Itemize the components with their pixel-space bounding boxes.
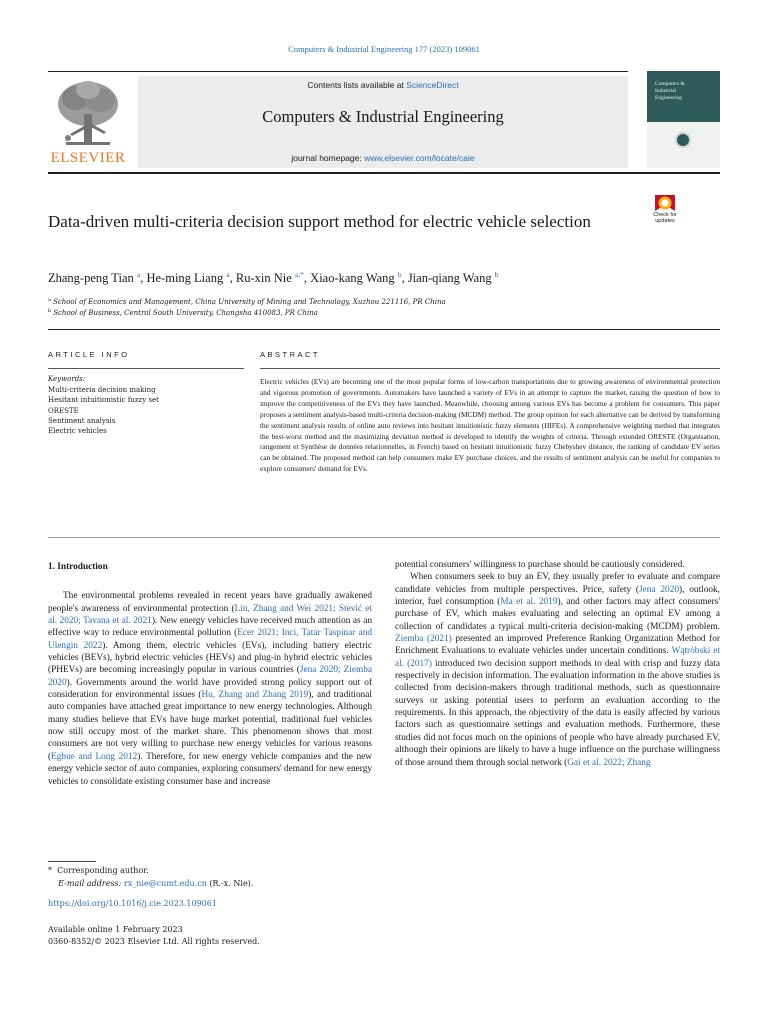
copyright-notice: 0360-8352/© 2023 Elsevier Ltd. All rights reserved. [48,937,260,946]
affiliation-text: School of Business, Central South University, Changsha 410083, PR China [53,309,318,317]
cover-title-line: Industrial [655,88,677,95]
affiliation-mark: b [48,308,52,314]
available-online-date: Available online 1 February 2023 [48,925,183,934]
author-list: Zhang-peng Tian $^a$, He-ming Liang $^a$, Ru-xin Nie $^{a,*}$, Xiao-kang Wang $^b$, Jian-qiang Wang $^b$ [48,270,499,285]
keyword-item: ORESTE [48,406,79,415]
body-text: ). New energy vehicles have received much attention as an effective way to reduce environmental pollution ( [48,616,372,639]
keyword-item: Sentiment analysis [48,416,116,425]
citation-link[interactable]: Jena 2020 [639,584,680,595]
homepage-link[interactable]: www.elsevier.com/locate/caie [364,153,475,163]
body-text: introduced two decision support methods to deal with crisp and fuzzy data respectively in decision information. The evaluation information in the above studies is collected from decision-makers through traditional methods, such as questionnaire surveys or asking potential users to perform an evaluation according to the requirements. In this approach, the objectivity of the data is easily affected by various factors such as questionnaire settings and evaluation methods. Furthermore, these studies did not focus much on the opinions of people who have already purchased EV, although their opinions are likely to have a huge influence on the purchase willingness of those around them through social network ( [395,658,720,768]
keyword-item: Electric vehicles [48,427,107,436]
journal-cover-thumbnail[interactable] [647,71,720,168]
contents-prefix: Contents lists available at [307,80,407,90]
body-paragraph: potential consumers' willingness to purchase should be cautiously considered. [395,560,685,570]
author-affiliation-mark[interactable]: a [136,270,141,279]
body-text: ). Among them, electric vehicles (EVs), including battery electric vehicles (BEVs), hybrid electric vehicles (HEVs) and plug-in hybrid electric vehicles (PHEVs) are becoming increasingly popular in various countries ( [48,640,373,676]
keyword-item: Hesitant intuitionistic fuzzy set [48,396,159,405]
journal-title: Computers & Industrial Engineering [262,107,504,126]
journal-reference-link[interactable]: Computers & Industrial Engineering 177 (2023) 109061 [288,44,480,54]
keywords-list [48,385,244,436]
check-for-updates-label: Check for updates [653,212,677,225]
cover-image-area [647,122,720,168]
body-text: presented an improved Preference Ranking Organization Method for Enrichment Evaluations to evaluate vehicles under uncertain conditions. [395,634,720,657]
body-text: ), outlook, interior, fuel consumption ( [395,584,721,608]
masthead-top-rule [48,71,628,72]
article-info-heading: ARTICLE INFO [48,350,130,359]
author-name[interactable]: Jian-qiang Wang [407,271,492,285]
body-text: When consumers seek to buy an EV, they usually prefer to evaluate and compare candidate vehicles from multiple perspectives. Price, safety ( [395,572,720,595]
masthead-bottom-rule [48,172,720,174]
cover-title [655,81,715,102]
keyword-item: Multi-criteria decision making [48,386,156,394]
elsevier-wordmark: ELSEVIER [50,150,126,166]
cover-title-line: Computers & [655,81,685,87]
body-left-column [48,561,372,788]
abstract-heading: ABSTRACT [260,350,321,359]
email-link[interactable]: rx_nie@cumt.edu.cn [123,879,207,888]
affiliation-b [48,308,318,317]
section-heading-introduction: 1. Introduction [48,562,108,572]
article-info-rule [48,368,244,369]
citation-link[interactable]: Lin, Zhang and Wei 2021; Stević et al. 2020; Tavana et al. 2021 [48,603,372,627]
body-right-column [395,559,720,769]
affiliation-text: School of Economics and Management, China University of Mining and Technology, Xuzhou 221116, PR China [52,298,446,306]
body-text: ). Governments around the world have provided strong policy support out of consideration for environmental issues ( [48,677,372,701]
corresponding-author-footnote [48,866,149,875]
citation-link[interactable]: Ziemba (2021) [395,634,452,645]
doi-link[interactable]: https://doi.org/10.1016/j.cie.2023.109061 [48,899,217,908]
email-suffix: (R.-x. Nie). [206,879,254,888]
citation-link[interactable]: Ecer 2021; Inci, Tatar Taspinar and Ulengin 2022 [48,628,372,651]
affiliation-a [48,297,446,306]
homepage-line [138,153,628,163]
cover-emblem-icon [675,132,691,148]
abstract-bottom-rule [48,537,720,538]
homepage-prefix: journal homepage: [291,153,365,163]
affiliation-mark: a [48,297,51,303]
author-affiliation-mark[interactable]: b [494,270,499,279]
author-affiliation-mark[interactable]: a,* [294,270,304,279]
citation-link[interactable]: Hu, Zhang and Zhang 2019 [201,690,309,701]
cover-title-line: Engineering [655,95,682,102]
abstract-text: Electric vehicles (EVs) are becoming one of the most popular forms of low-carbon transportations due to growing awareness of environmental protection and vigorous promotion of governments. Automakers have launched a variety of EVs in an attempt to capture the market, raising the question of how to improve the competitiveness of the EVs they have launched. Meanwhile, choosing among various EVs has become a problem for consumers. This paper proposes a sentiment analysis-based multi-criteria decision-making (MCDM) method. The group opinion for each alternative can be derived by transforming the sentiment analysis results of online auto reviews into hesitant intuitionistic fuzzy elements (HIFEs). A comprehensive weighting method that integrates the best-worst method and the maximizing deviation method is developed to identify the weights of criteria. Through extended ORESTE (Organisation, rangement et Synthèse de données relarionnelles, in French) based on hesitant intuitionistic fuzzy Chebyshev distance, the ranking of candidate EV series can be obtained. The proposed method can help consumers make EV purchase choices, and the results of sentiment analysis can be useful for companies to explore consumers' demand for EVs. [260,377,720,474]
contents-line [138,80,628,90]
sciencedirect-link[interactable]: ScienceDirect [406,80,459,90]
author-affiliation-mark[interactable]: b [397,270,402,279]
front-matter-rule [48,329,720,330]
citation-link[interactable]: Jena 2020; Ziemba 2020 [48,665,372,688]
author-name[interactable]: He-ming Liang [146,271,224,285]
author-name[interactable]: Ru-xin Nie [235,271,292,285]
citation-link[interactable]: Ma et al. 2019 [500,597,558,608]
body-text: The environmental problems revealed in recent years have gradually awakened people's awareness of environmental protection ( [48,591,372,614]
body-paragraph [395,571,720,769]
body-text: ), and traditional auto companies have attached great importance to new energy technologies. Although many studies believe that EVs have huge market potential, traditional fuel vehicles now still occupy most of the market share. This phenomenon shows that most consumers are not very willing to purchase new energy vehicles for various reasons ( [48,690,372,762]
author-affiliation-mark[interactable]: a [226,270,230,279]
body-text: ), and other factors may affect consumers' purchase of EV, which makes evaluating and selecting an optimal EV among a collection of candidates a typical multi-criteria decision-making (MCDM) problem. [395,597,720,632]
email-footnote [48,879,253,888]
author-name[interactable]: Xiao-kang Wang [310,271,395,285]
citation-link[interactable]: Gai et al. 2022; Zhang [567,757,651,768]
abstract-rule [260,368,720,369]
article-title: Data-driven multi-criteria decision support method for electric vehicle selection [48,212,591,231]
author-name[interactable]: Zhang-peng Tian [48,271,134,285]
keywords-label: Keywords: [48,375,86,383]
email-label: E-mail address: [58,879,124,888]
citation-link[interactable]: Wątróbski et al. (2017) [395,646,720,669]
body-text: ). Therefore, for new energy vehicle companies and the new energy vehicle sector of auto companies, exploring consumers' demand for new energy vehicles to consolidate existing consumer base and increase [48,751,372,787]
footnote-mark: * [48,866,52,875]
body-paragraph [48,590,372,788]
footnote-rule [48,861,96,862]
citation-link[interactable]: Egbue and Long 2012 [51,751,138,762]
footnote-text: Corresponding author. [57,866,149,875]
